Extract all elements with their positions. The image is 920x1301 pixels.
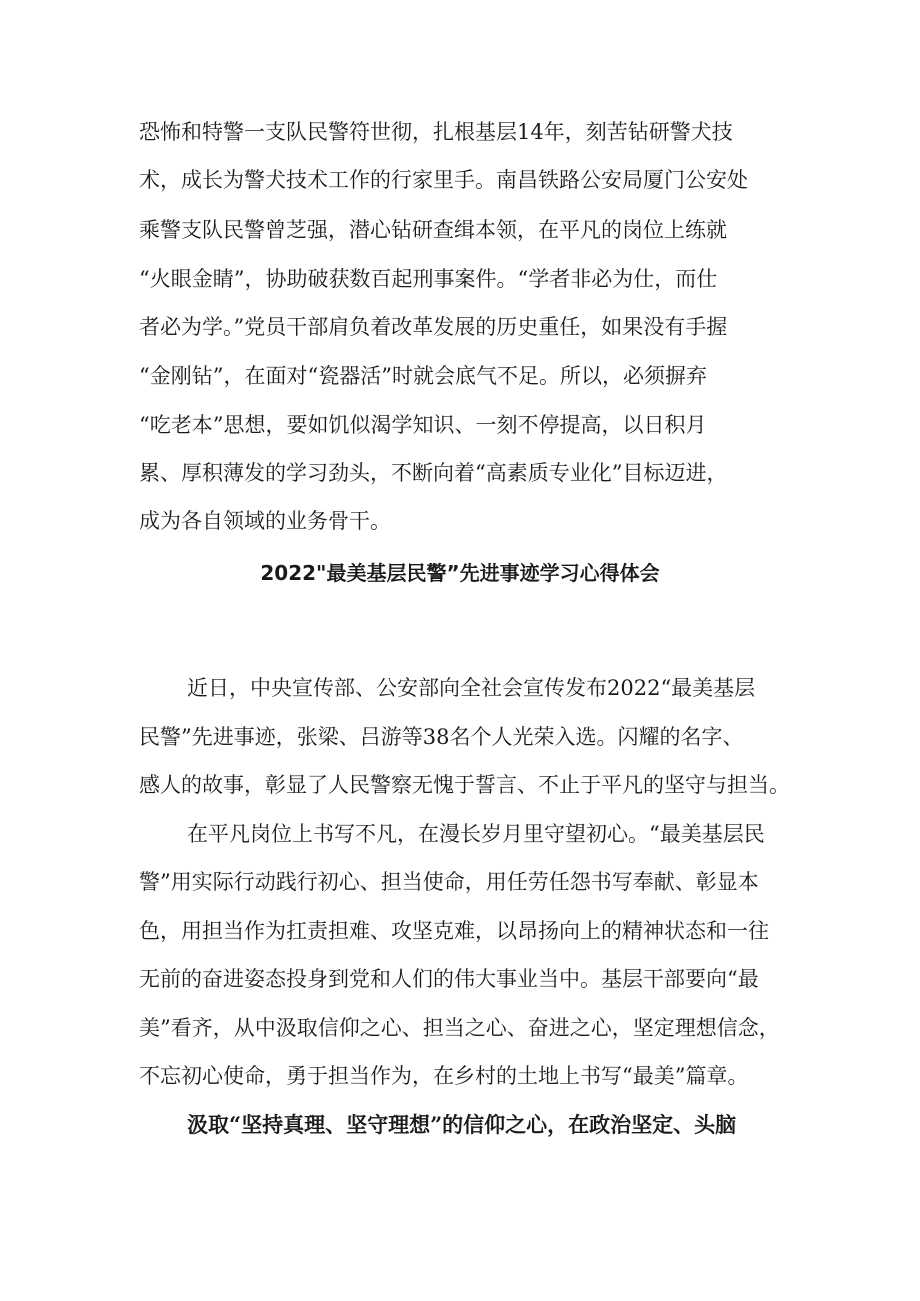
body-line: 近日，中央宣传部、公安部向全社会宣传发布2022“最美基层 — [187, 676, 756, 700]
body-line: 恐怖和特警一支队民警符世彻，扎根基层14年，刻苦钻研警犬技 — [139, 120, 733, 144]
body-line: 成为各自领域的业务骨干。 — [139, 509, 391, 533]
body-line: 术，成长为警犬技术工作的行家里手。南昌铁路公安局厦门公安处 — [139, 168, 748, 192]
body-line: 色，用担当作为扛责担难、攻坚克难，以昂扬向上的精神状态和一往 — [139, 919, 769, 943]
body-line: 美”看齐，从中汲取信仰之心、担当之心、奋进之心，坚定理想信念， — [139, 1016, 780, 1040]
body-line: 警”用实际行动践行初心、担当使命，用任劳任怨书写奉献、彰显本 — [139, 870, 759, 894]
body-line: 无前的奋进姿态投身到党和人们的伟大事业当中。基层干部要向“最 — [139, 967, 759, 991]
body-line: 民警”先进事迹，张梁、吕游等38名个人光荣入选。闪耀的名字、 — [139, 725, 744, 749]
body-line: 乘警支队民警曾芝强，潜心钻研查缉本领，在平凡的岗位上练就 — [139, 218, 727, 242]
body-line: 在平凡岗位上书写不凡，在漫长岁月里守望初心。“最美基层民 — [187, 822, 765, 846]
body-line: 不忘初心使命，勇于担当作为，在乡村的土地上书写“最美”篇章。 — [139, 1064, 749, 1088]
body-line: “金刚钻”，在面对“瓷器活”时就会底气不足。所以，必须摒弃 — [139, 364, 707, 388]
body-line: “火眼金睛”，协助破获数百起刑事案件。“学者非必为仕，而仕 — [139, 267, 718, 291]
body-line: 感人的故事，彰显了人民警察无愧于誓言、不止于平凡的坚守与担当。 — [139, 773, 790, 797]
article-title: 2022"最美基层民警”先进事迹学习心得体会 — [260, 561, 660, 585]
bold-lead-line: 汲取“坚持真理、坚守理想”的信仰之心，在政治坚定、头脑 — [187, 1112, 737, 1137]
body-line: 累、厚积薄发的学习劲头，不断向着“高素质专业化”目标迈进， — [139, 461, 728, 485]
body-line: 者必为学。”党员干部肩负着改革发展的历史重任，如果没有手握 — [139, 315, 728, 339]
body-line: “吃老本”思想，要如饥似渴学知识、一刻不停提高，以日积月 — [139, 413, 707, 437]
